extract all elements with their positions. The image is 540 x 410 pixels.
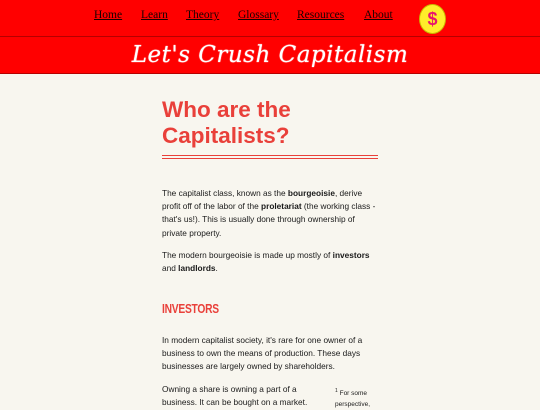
- nav-link-learn[interactable]: Learn: [141, 9, 168, 21]
- term-proletariat: proletariat: [261, 201, 302, 212]
- text: and: [162, 263, 179, 274]
- nav-link-about[interactable]: About: [364, 9, 393, 21]
- dollar-coin-icon[interactable]: [419, 4, 446, 34]
- paragraph-modern-bourgeoisie: [162, 249, 378, 275]
- page-title-line-1: Who are the: [162, 97, 291, 122]
- text: .: [215, 263, 218, 274]
- nav-link-theory[interactable]: Theory: [186, 9, 220, 21]
- sidenote: [335, 386, 380, 410]
- text: The modern bourgeoisie is made up mostly of: [162, 250, 333, 260]
- page-title: [162, 97, 380, 149]
- site-banner: [0, 37, 540, 74]
- text: The capitalist class, known as the: [162, 188, 288, 198]
- dollar-glyph: $: [427, 8, 438, 29]
- sidenote-number: 1: [335, 388, 338, 394]
- nav-link-home[interactable]: Home: [94, 9, 123, 21]
- term-investors: investors: [332, 250, 370, 260]
- sidenote-text: For some perspective,: [335, 390, 371, 409]
- section-heading-investors: INVESTORS: [162, 302, 219, 316]
- nav-link-glossary[interactable]: Glossary: [238, 9, 279, 21]
- page-title-line-2: Capitalists?: [162, 123, 290, 148]
- title-divider: [162, 155, 378, 159]
- term-bourgeoisie: bourgeoisie: [287, 188, 335, 198]
- top-navigation-bar: [0, 0, 540, 37]
- paragraph-shareholders: In modern capitalist society, it's rare for one owner of a business to own the means of production. These days businesses are largely owned by shareholders.: [162, 335, 363, 372]
- nav-link-resources[interactable]: Resources: [297, 9, 345, 21]
- paragraph-intro: [162, 187, 378, 240]
- text: (the working class - that's us!). This is usually done through ownership of private property.: [162, 201, 376, 238]
- term-landlords: landlords: [178, 263, 216, 274]
- text: , derive profit off of the labor of the: [162, 188, 363, 212]
- site-title: Let's Crush Capitalism: [131, 42, 409, 68]
- paragraph-shares: Owning a share is owning a part of a business. It can be bought on a market.: [162, 384, 308, 408]
